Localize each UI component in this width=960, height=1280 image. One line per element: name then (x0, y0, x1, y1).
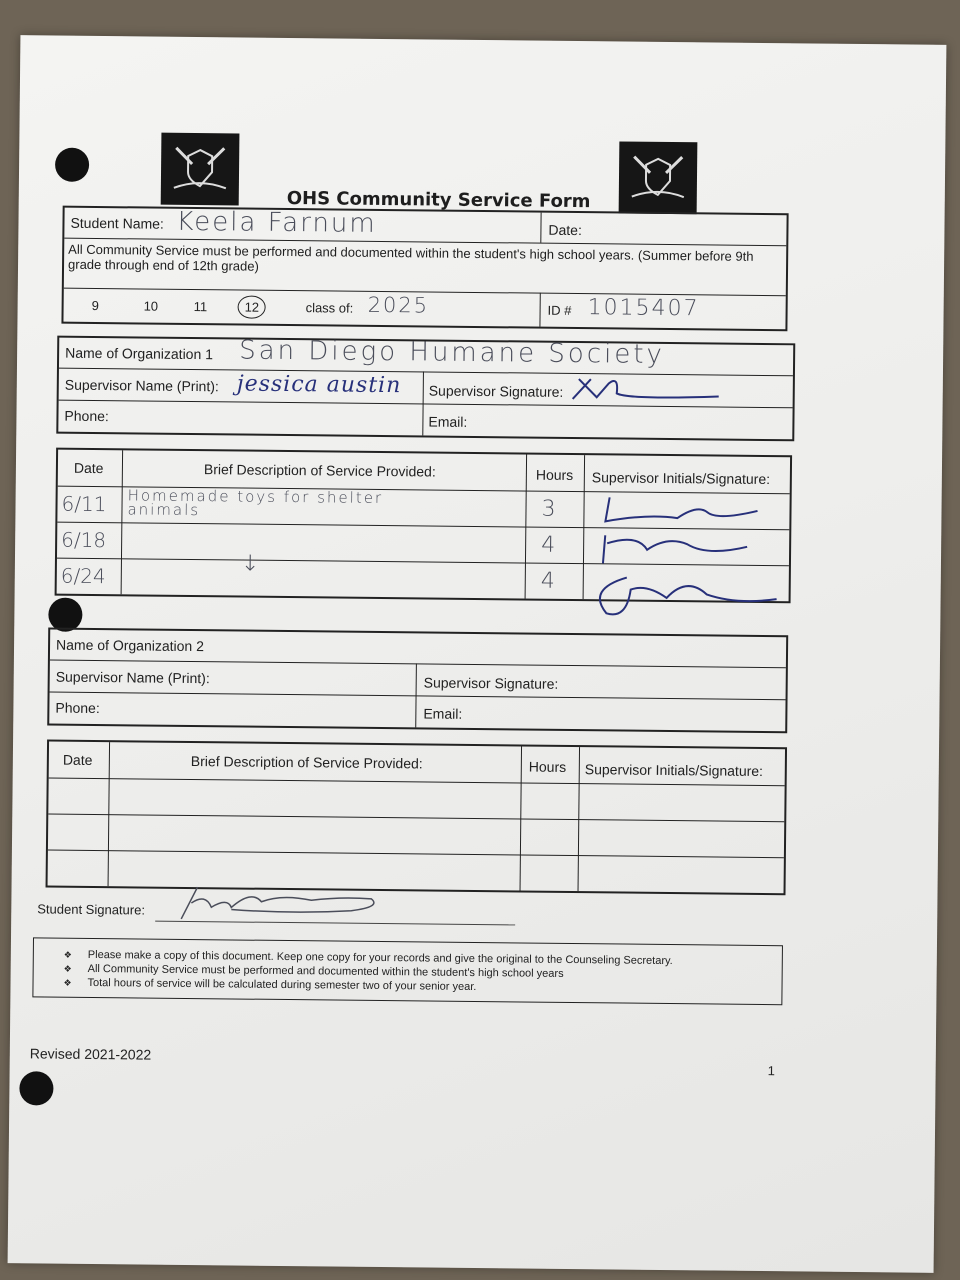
grade-9[interactable]: 9 (91, 297, 99, 314)
form-paper (8, 35, 947, 1273)
note-3: ❖ Total hours of service will be calculated during semester two of your senior year. (63, 976, 477, 994)
note-1: ❖ Please make a copy of this document. Keep one copy for your records and give the original to the Counseling Secretary. (63, 948, 673, 968)
grade-10[interactable]: 10 (143, 298, 159, 314)
org1-supervisor-signature (569, 373, 729, 405)
table1-header-date: Date (73, 459, 104, 477)
class-of-label: class of: (305, 300, 354, 316)
table2-header-date: Date (62, 751, 93, 768)
org2-signature-label: Supervisor Signature: (423, 674, 559, 692)
table1-header-hours: Hours (535, 466, 574, 483)
school-crest-left (161, 133, 240, 206)
service-table-2 (46, 740, 788, 896)
grade-12-circled[interactable]: 12 (238, 295, 267, 318)
binder-hole-bottom (19, 1071, 53, 1105)
student-signature-label: Student Signature: (37, 901, 146, 918)
table2-header-hours: Hours (528, 758, 567, 775)
form-title: OHS Community Service Form (286, 187, 591, 213)
org1-name-label: Name of Organization 1 (65, 344, 214, 363)
org1-signature-label: Supervisor Signature: (428, 382, 564, 400)
id-value[interactable]: 1015407 (587, 295, 700, 322)
school-crest-right (619, 141, 698, 214)
student-name-value[interactable]: Keela Farnum (176, 206, 377, 239)
date-label: Date: (548, 221, 582, 239)
bullet-icon: ❖ (63, 977, 72, 988)
service-notice: All Community Service must be performed and documented within the student's high school years. (Summer before 9th grade through end of 12th grade) (67, 241, 754, 274)
table-row-1-hours[interactable]: 3 (541, 496, 558, 522)
class-of-value[interactable]: 2025 (367, 292, 430, 318)
table-row-3-date[interactable]: 6/24 (60, 563, 106, 589)
table2-header-description: Brief Description of Service Provided: (190, 753, 423, 772)
student-info-box (61, 206, 788, 332)
crest-icon (170, 142, 231, 197)
org2-supervisor-label: Supervisor Name (Print): (55, 668, 210, 687)
org1-email-label: Email: (428, 413, 468, 430)
table-row-2-hours[interactable]: 4 (541, 532, 558, 558)
crest-icon (628, 151, 689, 206)
grade-11[interactable]: 11 (193, 299, 208, 315)
page-number: 1 (767, 1063, 775, 1079)
organization-2-box (47, 628, 788, 734)
org2-email-label: Email: (423, 705, 463, 722)
org1-supervisor-label: Supervisor Name (Print): (64, 376, 219, 395)
table1-header-supervisor: Supervisor Initials/Signature: (591, 469, 771, 488)
supervisor-initials-scribbles (586, 493, 787, 635)
org1-name-value[interactable]: San Diego Humane Society (239, 335, 666, 370)
org1-phone-label: Phone: (64, 407, 109, 425)
table-row-2-date[interactable]: 6/18 (61, 527, 107, 553)
service-table-1 (55, 448, 793, 604)
id-label: ID # (547, 302, 572, 318)
bullet-icon: ❖ (63, 949, 72, 960)
table2-header-supervisor: Supervisor Initials/Signature: (584, 761, 764, 780)
organization-1-box (56, 336, 795, 442)
org2-name-label: Name of Organization 2 (55, 636, 205, 655)
table-row-3-description[interactable]: ↓ (240, 551, 262, 577)
org2-phone-label: Phone: (55, 699, 100, 717)
revised-footer: Revised 2021-2022 (29, 1045, 152, 1063)
student-name-label: Student Name: (70, 214, 164, 232)
binder-hole-top (55, 148, 89, 182)
table-row-1-date[interactable]: 6/11 (61, 491, 107, 517)
table-row-3-hours[interactable]: 4 (540, 568, 557, 594)
table1-header-description: Brief Description of Service Provided: (203, 461, 436, 480)
org1-supervisor-value[interactable]: jessica austin (236, 371, 402, 399)
instructions-box (32, 937, 783, 1005)
table-row-1-description[interactable]: Homemade toys for shelter animals (127, 486, 384, 520)
bullet-icon: ❖ (63, 963, 72, 974)
student-signature (171, 883, 391, 925)
note-2: ❖ All Community Service must be performed and documented within the student's high school years (63, 962, 564, 980)
